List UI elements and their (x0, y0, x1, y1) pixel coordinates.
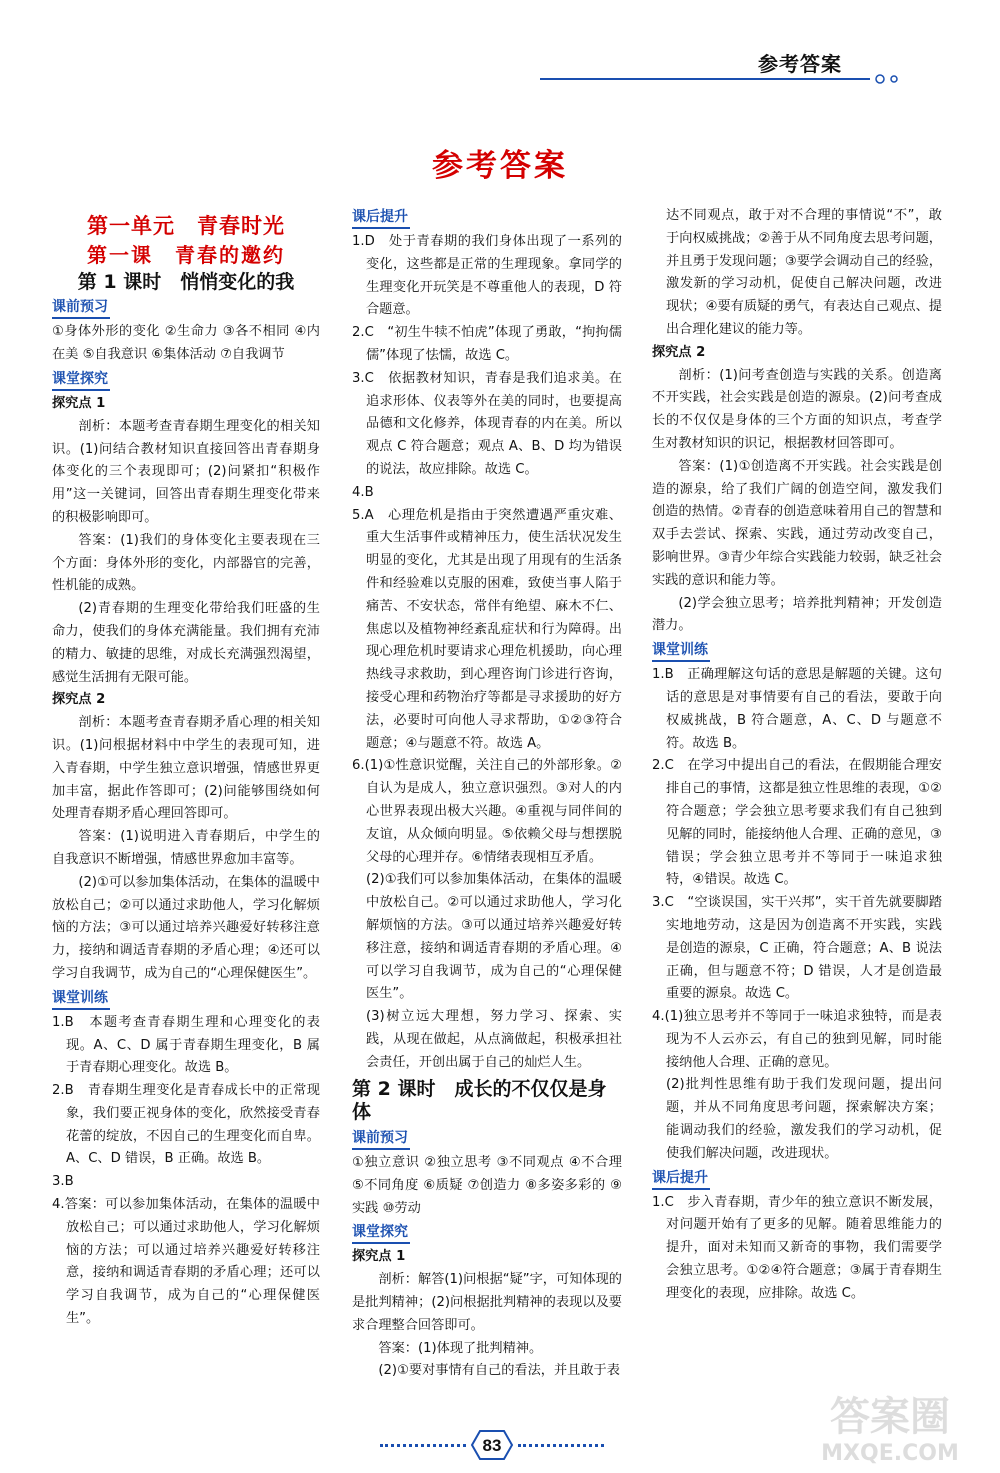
training2-answer-2: 2.C 在学习中提出自己的看法，在假期能合理安排自己的事情，这都是独立性思维的表现，①②符合题意；学会独立思考要求我们有自己独到见解的同时，能接纳他人合理、正确的意见，③错误；学会独立思考并不等同于一味追求独特，④错误。故选 C。 (652, 758, 942, 888)
explore-1-analysis: 剖析：本题考查青春期生理变化的相关知识。(1)问结合教材知识直接回答出青春期身体变化的三个表现即可；(2)问紧扣“积极作用”这一关键词，回答出青春期生理变化带来的积极影响即可。 (52, 418, 320, 525)
watermark-logo (800, 1388, 980, 1464)
section-preview-2: 课前预习 (352, 1128, 410, 1150)
training-answer-3: 3.B (52, 1174, 74, 1190)
training2-answer-3: 3.C “空谈误国，实干兴邦”，实干首先就要脚踏实地地劳动，这是因为创造离不开实践，实践是创造的源泉，C 正确，符合题意；A、B 说法正确，但与题意不符；D 错误，人才是创造最重要的源泉。故选 C。 (652, 895, 942, 1002)
section-explore-2: 课堂探究 (352, 1222, 410, 1244)
explore-2-analysis: 剖析：本题考查青春期矛盾心理的相关知识。(1)问根据材料中中学生的表现可知，进入青春期，中学生独立意识增强，情感世界更加丰富，据此作答即可；(2)问能够围绕如何处理青春期矛盾心理回答即可。 (52, 715, 320, 822)
explore-point-2: 探究点 2 (52, 692, 106, 708)
after-answer-6-3: (3)树立远大理想，努力学习、探索、实践，从现在做起，从点滴做起，积极承担社会责任，开创出属于自己的灿烂人生。 (366, 1009, 622, 1070)
lesson-title: 第一课 青春的邀约 (87, 242, 285, 267)
period-title: 第 1 课时 悄悄变化的我 (77, 270, 295, 293)
footer-dots-right (518, 1444, 604, 1447)
after-answer-5: 5.A 心理危机是指由于突然遭遇严重灾难、重大生活事件或精神压力，使生活状况发生明显的变化，尤其是出现了用现有的生活条件和经验难以克服的困难，致使当事人陷于痛苦、不安状态，常伴有绝望、麻木不仁、焦虑以及植物神经紊乱症状和行为障碍。出现心理危机时要请求心理危机援助，向心理热线寻求救助，到心理咨询门诊进行咨询，接受心理和药物治疗等都是寻求援助的好方法，必要时可向他人寻求帮助，①②③符合题意；④与题意不符。故选 A。 (352, 507, 622, 751)
section-preview: 课前预习 (52, 297, 110, 319)
column-2 (352, 205, 622, 1383)
section-after-class-2: 课后提升 (652, 1168, 710, 1190)
header-title: 参考答案 (758, 52, 842, 76)
preview-answers-2: ①独立意识 ②独立思考 ③不同观点 ④不合理 ⑤不同角度 ⑥质疑 ⑦创造力 ⑧多姿多彩的 ⑨实践 ⑩劳动 (352, 1155, 622, 1216)
explore-1b-answer-2: (2)①要对事情有自己的看法，并且敢于表 (378, 1363, 620, 1379)
column-1 (52, 205, 320, 1331)
preview-answers: ①身体外形的变化 ②生命力 ③各不相同 ④内在美 ⑤自我意识 ⑥集体活动 ⑦自我调节 (52, 324, 320, 363)
after-answer-4: 4.B (352, 484, 374, 500)
training-answer-1: 1.B 本题考查青春期生理和心理变化的表现。A、C、D 属于青春期生理变化，B 属于青春期心理变化。故选 B。 (52, 1014, 320, 1076)
explore-point-1: 探究点 1 (52, 395, 106, 411)
explore-1-answer-2: (2)青春期的生理变化带给我们旺盛的生命力，使我们的身体充满能量。我们拥有充沛的精力、敏捷的思维，对成长充满强烈渴望，感觉生活拥有无限可能。 (52, 601, 320, 685)
explore-point-1-b: 探究点 1 (352, 1249, 406, 1265)
watermark-url: MXQE.COM (821, 1441, 959, 1464)
explore-1b-continued: 达不同观点，敢于对不合理的事情说“不”，敢于向权威挑战；②善于从不同角度去思考问题，并且勇于发现问题；③要学会调动自己的经验，激发新的学习动机，促使自己解决问题，改进现状；④要有质疑的勇气，有表达自己观点、提出合理化建议的能力等。 (666, 208, 942, 337)
watermark-text: 答案圈 (830, 1394, 950, 1440)
section-explore: 课堂探究 (52, 369, 110, 391)
explore-2-answer-2: (2)①可以参加集体活动，在集体的温暖中放松自己；②可以通过求助他人，学习化解烦恼的方法；③可以通过培养兴趣爱好转移注意力，接纳和调适青春期的矛盾心理；④还可以学习自我调节，成为自己的“心理保健医生”。 (52, 874, 320, 981)
section-training: 课堂训练 (52, 988, 110, 1010)
footer-dots-left (380, 1444, 466, 1447)
header-decoration-line (540, 74, 900, 80)
after-answer-2: 2.C “初生牛犊不怕虎”体现了勇敢，“拘拘儒儒”体现了怯懦，故选 C。 (352, 325, 622, 363)
page-number: 83 (482, 1436, 502, 1455)
explore-1b-analysis: 剖析：解答(1)问根据“疑”字，可知体现的是批判精神；(2)问根据批判精神的表现以及要求合理整合回答即可。 (352, 1272, 622, 1333)
period-2-title: 第 2 课时 成长的不仅仅是身体 (352, 1078, 607, 1124)
after2-answer-1: 1.C 步入青春期，青少年的独立意识不断发展，对问题开始有了更多的见解。随着思维能力的提升，面对未知而又新奇的事物，我们需要学会独立思考。①②④符合题意；③属于青春期生理变化的表现，应排除。故选 C。 (652, 1194, 942, 1301)
section-after-class: 课后提升 (352, 207, 410, 229)
training-answer-2: 2.B 青春期生理变化是青春成长中的正常现象，我们要正视身体的变化，欣然接受青春花蕾的绽放，不因自己的生理变化而自卑。A、C、D 错误，B 正确。故选 B。 (52, 1083, 320, 1167)
page-number-badge (466, 1428, 518, 1462)
after-answer-6-2: (2)①我们可以参加集体活动，在集体的温暖中放松自己。②可以通过求助他人，学习化解烦恼的方法。③可以通过培养兴趣爱好转移注意，接纳和调适青春期的矛盾心理。④可以学习自我调节，成为自己的“心理保健医生”。 (366, 872, 622, 1002)
section-training-2: 课堂训练 (652, 640, 710, 662)
page-title: 参考答案 (432, 148, 568, 184)
explore-1-answer: 答案：(1)我们的身体变化主要表现在三个方面：身体外形的变化，内部器官的完善，性机能的成熟。 (52, 532, 320, 594)
after-answer-3: 3.C 依据教材知识，青春是我们追求美。在追求形体、仪表等外在美的同时，也要提高品德和文化修养，体现青春的内在美。所以观点 C 符合题意；观点 A、B、D 均为错误的说法，故应排除。故选 C。 (352, 370, 622, 477)
training2-answer-4: 4.(1)独立思考并不等同于一味追求独特，而是表现为不人云亦云，有自己的独到见解，同时能接纳他人合理、正确的意见。 (652, 1009, 942, 1070)
training2-answer-1: 1.B 正确理解这句话的意思是解题的关键。这句话的意思是对事情要有自己的看法，要敢于向权威挑战，B 符合题意，A、C、D 与题意不符。故选 B。 (652, 667, 942, 751)
after-answer-6: 6.(1)①性意识觉醒，关注自己的外部形象。②自认为是成人，独立意识强烈。③对人的内心世界表现出极大兴趣。④重视与同伴间的友谊，从众倾向明显。⑤依赖父母与想摆脱父母的心理并存。⑥情绪表现相互矛盾。 (352, 758, 622, 865)
explore-2b-analysis: 剖析：(1)问考查创造与实践的关系。创造离不开实践，社会实践是创造的源泉。(2)问考查成长的不仅仅是身体的三个方面的知识点，考查学生对教材知识的识记，根据教材回答即可。 (652, 367, 942, 451)
explore-2b-answer: 答案：(1)①创造离不开实践。社会实践是创造的源泉，给了我们广阔的创造空间，激发我们创造的热情。②青春的创造意味着用自己的智慧和双手去尝试、探索、实践，通过劳动改变自己，影响世界。③青少年综合实践能力较弱，缺乏社会实践的意识和能力等。 (652, 458, 942, 588)
unit-title: 第一单元 青春时光 (87, 214, 285, 238)
explore-point-2-b: 探究点 2 (652, 344, 706, 360)
explore-2-answer: 答案：(1)说明进入青春期后，中学生的自我意识不断增强，情感世界愈加丰富等。 (52, 829, 320, 867)
training-answer-4: 4.答案：可以参加集体活动，在集体的温暖中放松自己；可以通过求助他人，学习化解烦恼的方法；可以通过培养兴趣爱好转移注意，接纳和调适青春期的矛盾心理；还可以学习自我调节，成为自己的“心理保健医生”。 (52, 1197, 320, 1327)
explore-2b-answer-2: (2)学会独立思考；培养批判精神；开发创造潜力。 (652, 595, 942, 634)
training2-answer-4-2: (2)批判性思维有助于我们发现问题，提出问题，并从不同角度思考问题，探索解决方案；能调动我们的经验，激发我们的学习动机，促使我们解决问题，改进现状。 (666, 1077, 942, 1161)
column-3 (652, 205, 942, 1306)
after-answer-1: 1.D 处于青春期的我们身体出现了一系列的变化，这些都是正常的生理现象。拿同学的生理变化开玩笑是不尊重他人的表现，D 符合题意。 (352, 234, 622, 318)
explore-1b-answer: 答案：(1)体现了批判精神。 (378, 1340, 543, 1356)
